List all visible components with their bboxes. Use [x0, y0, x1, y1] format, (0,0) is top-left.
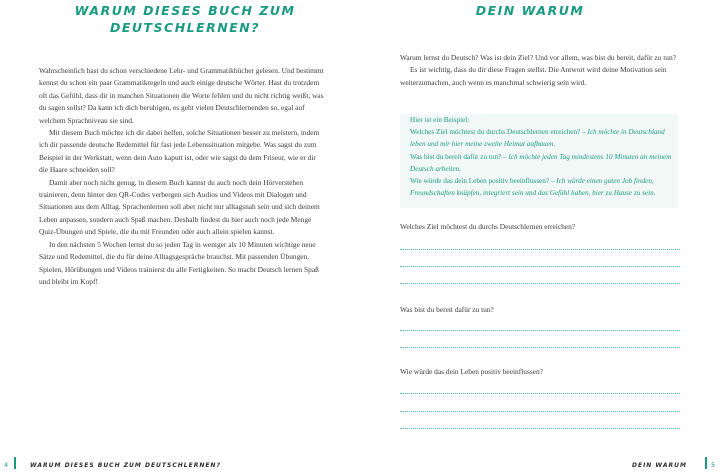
intro-paragraph: Warum lernst du Deutsch? Was ist dein Ziel? Und vor allem, was bist du bereit, dafür zu tun? [400, 53, 676, 62]
footer-left-marker [14, 457, 16, 469]
answer-line-impact-3[interactable] [400, 428, 680, 429]
right-intro-text [400, 52, 682, 89]
left-footer: WARUM DIESES BUCH ZUM DEUTSCHLERNEN? [30, 462, 221, 469]
answer-line-effort-1[interactable] [400, 330, 680, 331]
example-question-3: Wie würde das dein Leben positiv beeinflussen? – [410, 177, 555, 186]
example-answer-1: Ich möchte in Deutschland leben und mir hier meine zweite Heimat aufbauen. [410, 128, 665, 149]
title-line-1: WARUM DIESES BUCH ZUM [74, 3, 296, 18]
title-line-2: DEUTSCHLERNEN? [109, 20, 261, 35]
left-page-title [60, 2, 310, 36]
example-heading: Hier ist ein Beispiel: [410, 116, 470, 124]
intro-paragraph: Es ist wichtig, dass du dir diese Fragen stellst. Die Antwort wird deine Motivation sein weiterzumachen, auch wenn es manchmal schwierig sein wird. [400, 65, 667, 87]
answer-line-goal-1[interactable] [400, 249, 680, 250]
answer-line-effort-2[interactable] [400, 347, 680, 348]
paragraph: In den nächsten 5 Wochen lernst du so jeden Tag in weniger als 10 Minuten wichtige neue Sätze und Redemittel, die du für deine Alltagsgespräche brauchst. Mit passenden Übungen, Spielen, Hörübungen und Videos trainierst du alle Fertigkeiten. So macht Deutsch lernen Spaß und bleibt im Kopf! [39, 239, 319, 286]
right-page-title: DEIN WARUM [475, 3, 585, 18]
right-footer: DEIN WARUM [632, 462, 687, 469]
example-answer-2: Ich möchte jeden Tag mindestens 10 Minuten an meinem Deutsch arbeiten. [410, 152, 672, 173]
example-box [400, 114, 678, 208]
answer-line-goal-3[interactable] [400, 283, 680, 284]
footer-right-marker [705, 457, 707, 469]
paragraph: Mit diesem Buch möchte ich dir dabei helfen, solche Situationen besser zu meistern, indem ich dir passende deutsche Redemittel für fast jede Lebenssituation mitgebe. Was sagst du zum Beispiel in der Werkstatt, wenn dein Auto kaputt ist, oder wie sagst du dem Friseur, wie er dir die Haare schneiden soll? [39, 128, 320, 175]
example-text [410, 114, 678, 199]
answer-line-goal-2[interactable] [400, 266, 680, 267]
answer-line-impact-1[interactable] [400, 393, 680, 394]
example-question-2: Was bist du bereit dafür zu tun? – [410, 152, 507, 161]
question-effort: Was bist du bereit dafür zu tun? [400, 305, 494, 314]
left-body-text [39, 65, 324, 288]
paragraph: Damit aber noch nicht genug, in diesem Buch kannst du auch noch dein Hörverstehen trainieren, denn hinter den QR-Codes verbergen sich Audios und Videos mit Dialogen und Situationen aus dem Alltag. Sprachenlernen soll aber nicht nur alltagsnah sein und sich deinem Leben anpassen, sondern auch Spaß machen. Deshalb findest du hier auch noch jede Menge Quiz-Übungen und Spiele, die du mit Freunden oder auch allein spielen kannst. [39, 177, 320, 237]
right-page-number: 5 [711, 461, 716, 469]
left-page-number: 4 [4, 461, 9, 469]
paragraph: Wahrscheinlich hast du schon verschiedene Lehr- und Grammatikbücher gelesen. Und bestimmt kennst du schon ein paar Grammatikregeln und auch einige deutsche Wörter. Hast du trotzdem oft das Gefühl, dass dir in manchen Situationen die Worte fehlen und du nicht richtig weißt, was du sagen sollst? Da kann ich dich beruhigen, es geht vielen Deutschlernenden so, egal auf welchem Sprachniveau sie sind. [39, 66, 324, 125]
right-page [360, 0, 720, 476]
question-goal: Welches Ziel möchtest du durchs Deutschlernen erreichen? [400, 222, 576, 231]
example-answer-3: Ich würde einen guten Job finden, Freundschaften knüpfen, integriert sein und das Gefühl haben, hier zu Hause zu sein. [410, 177, 656, 198]
example-question-1: Welches Ziel möchtest du durchs Deutschlernen erreichen? – [410, 128, 586, 137]
question-impact: Wie würde das dein Leben positiv beeinflussen? [400, 367, 543, 376]
answer-line-impact-2[interactable] [400, 411, 680, 412]
